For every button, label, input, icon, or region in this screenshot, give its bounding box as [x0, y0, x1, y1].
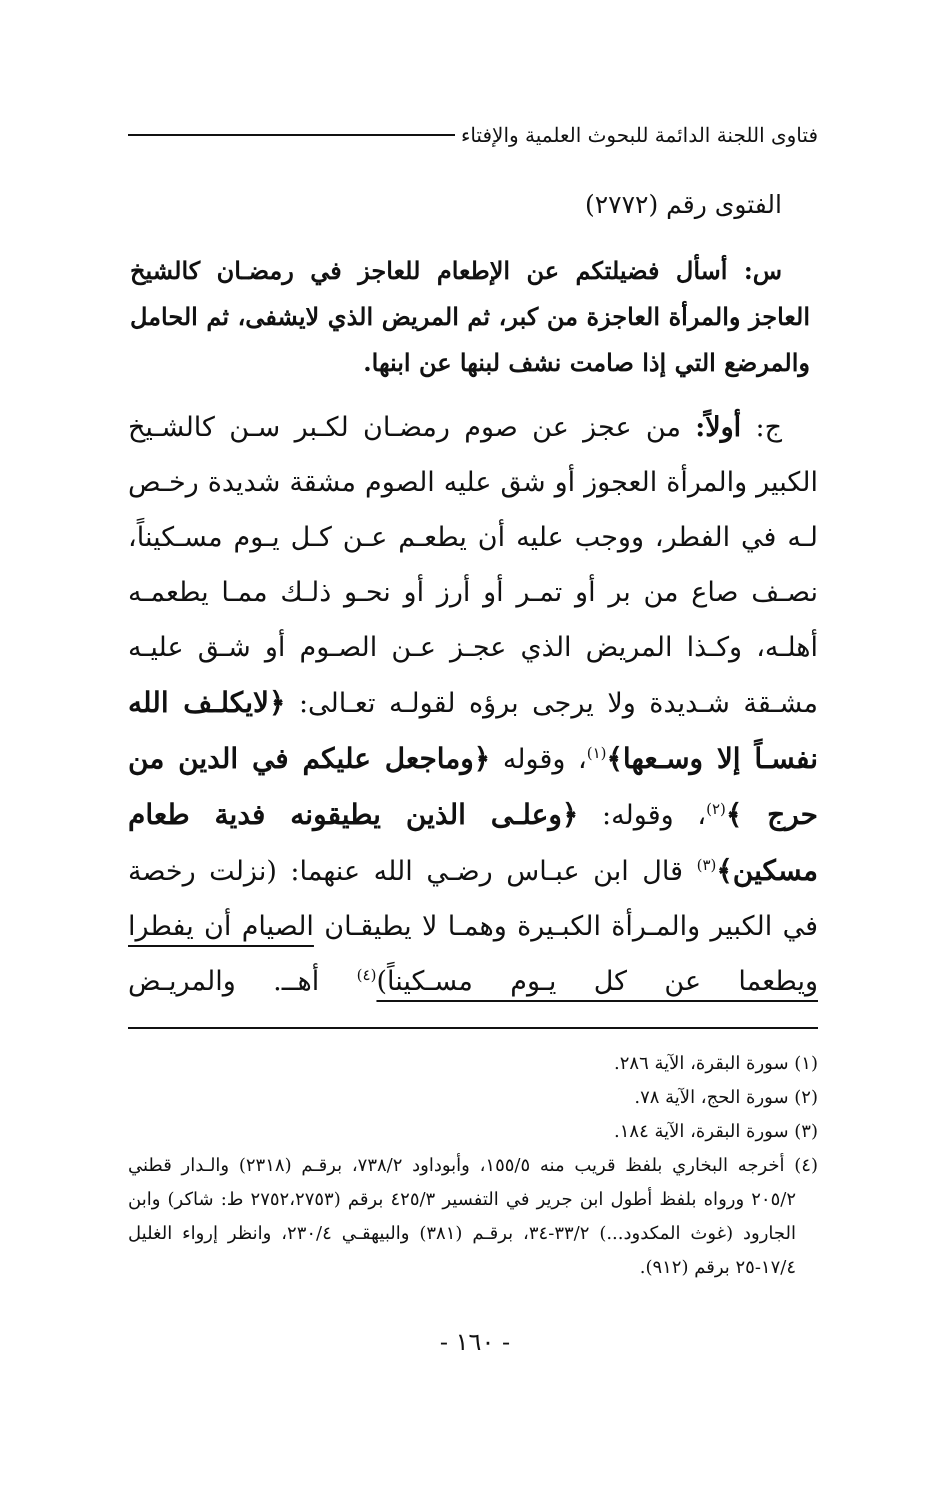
answer-part-5: أهــ. والمريـض: [128, 966, 357, 997]
answer-paragraph: [128, 400, 818, 1009]
answer-part-1: من عجز عن صوم رمضـان لكـبر سـن كالشـيخ الكبير والمرأة العجوز أو شق عليه الصوم مشقة شديدة رخـص لـه في الفطر، ووجب عليه أن يطعـم عـن كـل يـوم مسـكيناً، نصـف صاع من بر أو تمـر أو أرز أو نحـو ذلـك ممـا يطعمـه أهلـه، وكـذا المريض الذي عجـز عـن الصـوم أو شـق عليـه مشـقة شـديدة ولا يرجى برؤه لقولـه تعـالى:: [128, 412, 818, 719]
footnote-ref-2: (٢): [706, 800, 726, 818]
footnote-4: (٤) أخرجه البخاري بلفظ قريب منه ١٥٥/٥، وأبوداود ٧٣٨/٢، برقـم (٢٣١٨) والـدار قطني ٢٠٥/٢ ورواه بلفظ أطول ابن جرير في التفسير ٤٢٥/٣ برقم (٢٧٥٢،٢٧٥٣ ط: شاكر) وابن الجارود (غوث المكدود...) ٣٣/٢-٣٤، برقـم (٣٨١) والبيهقـي ٢٣٠/٤، وانظر إرواء الغليل ١٧/٤-٢٥ برقم (٩١٢).: [128, 1155, 818, 1278]
footnote-3: (٣) سورة البقرة، الآية ١٨٤.: [614, 1121, 818, 1142]
question-text: س: أسأل فضيلتكم عن الإطعام للعاجز في رمضـان كالشيخ العاجز والمرأة العاجزة من كبر، ثم المريض الذي لايشفى، ثم الحامل والمرضع التي إذا صامت نشف لبنها عن ابنها.: [130, 256, 810, 377]
footnotes: [128, 1047, 818, 1285]
question-paragraph: [130, 248, 810, 386]
footnote-ref-3: (٣): [696, 856, 717, 874]
answer-part-3: ، وقوله:: [578, 800, 707, 831]
footnote-separator: [128, 1027, 818, 1029]
answer-prefix: ج:: [741, 412, 783, 443]
quran-verse-1: ﴿لايكلـف الله نفسـاً إلا وسـعها﴾: [128, 686, 818, 775]
answer-part-2: ، وقوله: [490, 744, 587, 775]
answer-first-label: أولاً:: [695, 412, 742, 443]
page-number: - ١٦٠ -: [439, 1328, 511, 1356]
quran-verse-3: ﴿وعلـى الذين يطيقونه فدية طعام مسكين﴾: [128, 798, 818, 887]
answer-part-4: قال ابن عبـاس رضـي الله عنهما: (نزلت رخصة في الكبير والمـرأة الكبـيرة وهمـا لا يطيقـان: [128, 856, 818, 942]
fatwa-number: الفتوى رقم (٢٧٧٢): [584, 190, 782, 219]
footnote-ref-4: (٤): [356, 966, 377, 984]
footnote-1: (١) سورة البقرة، الآية ٢٨٦.: [614, 1053, 818, 1074]
running-header: [128, 120, 818, 150]
footnote-2: (٢) سورة الحج، الآية ٧٨.: [634, 1087, 818, 1108]
answer-underlined-text: الصيام أن يفطرا ويطعما عن كل يـوم مسـكيناً): [128, 911, 818, 997]
quran-verse-2: ﴿وماجعل عليكم في الدين من حرج ﴾: [128, 742, 818, 831]
footnote-ref-1: (١): [586, 744, 607, 762]
running-header-title: فتاوى اللجنة الدائمة للبحوث العلمية والإفتاء: [460, 123, 818, 147]
header-rule: [128, 134, 455, 136]
